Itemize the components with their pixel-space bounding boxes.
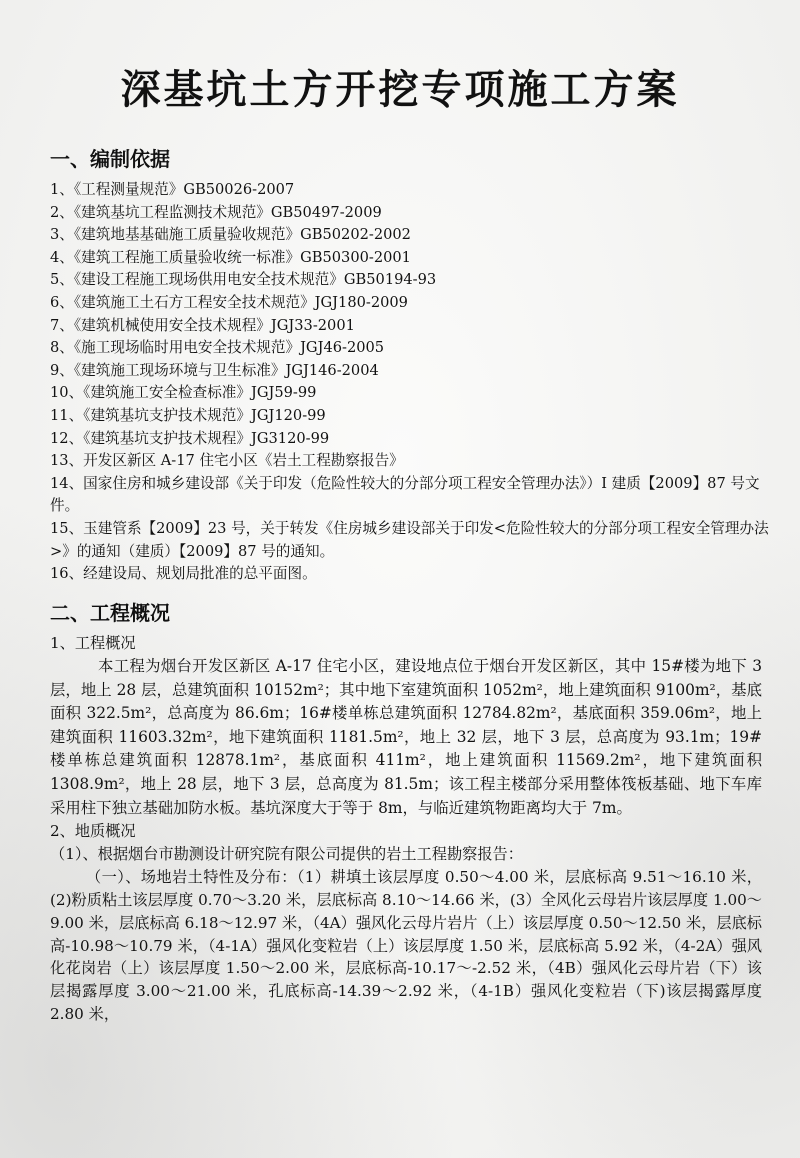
list-item: 6、《建筑施工土石方工程安全技术规范》JGJ180-2009 [50, 293, 408, 311]
paragraph-survey-source: （1）、根据烟台市勘测设计研究院有限公司提供的岩土工程勘察报告： [50, 845, 523, 864]
list-item: 8、《施工现场临时用电安全技术规范》JGJ46-2005 [50, 339, 385, 357]
page-title: 深基坑土方开挖专项施工方案 [120, 67, 680, 113]
list-item: 13、开发区新区 A-17 住宅小区《岩土工程勘察报告》 [50, 452, 404, 470]
list-item: 2、《建筑基坑工程监测技术规范》GB50497-2009 [50, 203, 382, 221]
list-item: 15、玉建管系【2009】23 号，关于转发《住房城乡建设部关于印发<危险性较大的分部分项工程安全管理办法>》的通知（建质）【2009】87 号的通知。 [50, 519, 769, 560]
list-item: 1、《工程测量规范》GB50026-2007 [50, 181, 295, 198]
list-item: 9、《建筑施工现场环境与卫生标准》JGJ146-2004 [50, 361, 379, 379]
list-item: 5、《建设工程施工现场供用电安全技术规范》GB50194-93 [50, 271, 437, 289]
subheading-geology: 2、地质概况 [50, 822, 136, 841]
list-item: 10、《建筑施工安全检查标准》JGJ59-99 [50, 384, 317, 402]
list-item: 7、《建筑机械使用安全技术规程》JGJ33-2001 [50, 316, 355, 334]
section-heading-basis: 一、编制依据 [50, 147, 170, 171]
list-item: 14、国家住房和城乡建设部《关于印发（危险性较大的分部分项工程安全管理办法》）I 建质【2009】87 号文件。 [50, 474, 760, 515]
list-item: 4、《建筑工程施工质量验收统一标准》GB50300-2001 [50, 248, 411, 266]
overview-body [50, 632, 762, 1026]
paragraph-project-overview: 本工程为烟台开发区新区 A-17 住宅小区，建设地点位于烟台开发区新区，其中 15#楼为地下 3 层，地上 28 层，总建筑面积 10152m²；其中地下室建筑面积 1052m²，地上建筑面积 9100m²，基底面积 322.5m²，总高度为 86.6m；16#楼单栋总建筑面积 12784.82m²，基底面积 359.06m²，地上建筑面积 11603.32m²，地下建筑面积 1181.5m²，地上 32 层，地下 3 层，总高度为 93.1m；19#楼单栋总建筑面积 12878.1m²，基底面积 411m²，地上建筑面积 11569.2m²，地下建筑面积 1308.9m²，地上 28 层，地下 3 层，总高度为 81.5m；该工程主楼部分采用整体筏板基础、地下车库采用柱下独立基础加防水板。基坑深度大于等于 8m，与临近建筑物距离均大于 7m。 [50, 657, 762, 817]
list-item: 3、《建筑地基基础施工质量验收规范》GB50202-2002 [50, 226, 411, 244]
section-heading-overview: 二、工程概况 [50, 601, 170, 625]
paragraph-soil-layers: （一）、场地岩土特性及分布：（1）耕填土该层厚度 0.50～4.00 米，层底标高 9.51～16.10 米，(2)粉质粘土该层厚度 0.70～3.20 米，层底标高 8.10～14.66 米，(3）全风化云母岩片该层厚度 1.00～9.00 米，层底标高 6.18～12.97 米，（4A）强风化云母片岩片（上）该层厚度 0.50～12.50 米，层底标高-10.98～10.79 米，（4-1A）强风化变粒岩（上）该层厚度 1.50 米，层底标高 5.92 米，（4-2A）强风化花岗岩（上）该层厚度 1.50～2.00 米，层底标高-10.17～-2.52 米，（4B）强风化云母片岩（下）该层揭露厚度 3.00～21.00 米，孔底标高-14.39～2.92 米，（4-1B）强风化变粒岩（下)该层揭露厚度 2.80 米， [50, 868, 762, 1023]
list-item: 16、经建设局、规划局批准的总平面图。 [50, 565, 317, 583]
basis-list [50, 179, 770, 586]
subheading-project-overview: 1、工程概况 [50, 634, 136, 652]
list-item: 11、《建筑基坑支护技术规范》JGJ120-99 [50, 406, 326, 424]
list-item: 12、《建筑基坑支护技术规程》JG3120-99 [50, 429, 330, 447]
